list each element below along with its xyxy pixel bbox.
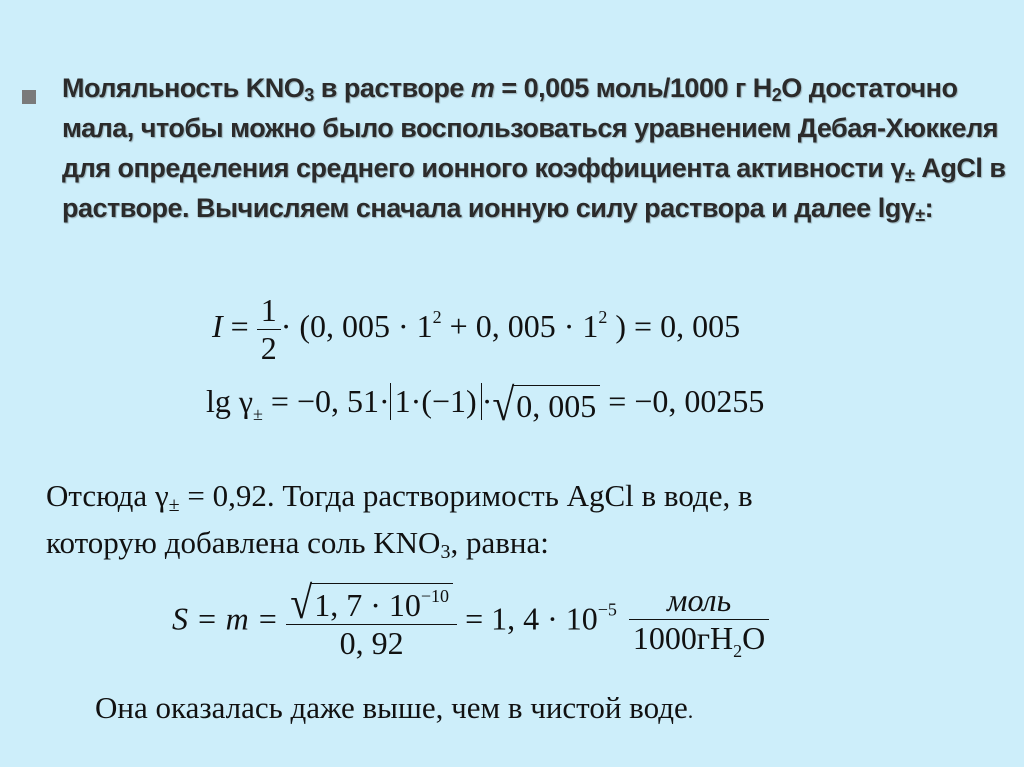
intro-paragraph	[62, 68, 1007, 228]
para-text: = 0,005 моль/1000 г H	[494, 73, 772, 103]
para-variable-m: m	[470, 73, 495, 103]
eq3-sqrt	[290, 576, 453, 629]
eq2-lhs: lg γ	[206, 383, 254, 419]
eq2-sqrt-body: 0, 005	[512, 385, 600, 425]
conclusion-dot: .	[687, 698, 694, 723]
eq2-rhs: = −0, 00255	[600, 383, 765, 419]
result-line-2	[46, 525, 549, 561]
line2-subscript: 3	[440, 541, 451, 563]
eq3-frac-den: 0, 92	[286, 624, 457, 662]
eq1-fraction	[257, 292, 281, 367]
eq3-sqrt-body	[310, 583, 453, 624]
eq2-absolute-value	[390, 383, 482, 420]
eq3-lhs: S = m =	[172, 600, 287, 637]
conclusion-text: Она оказалась даже выше, чем в чистой воде	[95, 690, 688, 725]
eq1-body: + 0, 005 · 1	[441, 307, 599, 344]
eq1-exponent: 2	[432, 306, 442, 327]
para-text: в растворе	[313, 73, 471, 103]
para-subscript: 2	[771, 85, 782, 105]
eq2-sqrt	[492, 378, 600, 430]
line2-text: которую добавлена соль KNO	[46, 525, 441, 560]
eq3-unit-den-text: 1000гH	[632, 620, 734, 657]
eq3-unit-den-subscript: 2	[733, 641, 743, 662]
eq3-frac-num	[286, 576, 457, 629]
eq1-frac-den: 2	[257, 329, 281, 367]
eq3-unit-den-text: O	[742, 620, 766, 657]
radical-sign-icon: √	[290, 576, 313, 629]
line1-subscript: ±	[168, 494, 180, 516]
para-subscript: ±	[915, 205, 925, 225]
eq1-equals: =	[222, 307, 257, 344]
solubility-equation	[172, 576, 769, 662]
eq1-frac-num: 1	[260, 292, 277, 328]
eq2-abs-content: 1·(−1)	[394, 383, 477, 419]
para-subscript: ±	[905, 165, 915, 185]
para-text: Моляльность KNO	[62, 73, 305, 103]
result-line-1	[46, 478, 753, 514]
conclusion-line	[95, 690, 693, 726]
eq3-unit-fraction	[629, 582, 769, 662]
eq1-body: ) = 0, 005	[607, 307, 741, 344]
eq1-body: · (0, 005 · 1	[280, 307, 433, 344]
para-subscript: 3	[304, 85, 314, 105]
eq3-fraction	[286, 576, 457, 662]
eq2-dot: ·	[481, 383, 493, 419]
eq2-lhs-subscript: ±	[253, 404, 263, 424]
eq3-sqrt-value: 1, 7 · 10	[314, 587, 421, 624]
eq3-unit-num: моль	[667, 582, 732, 619]
eq3-unit-den	[629, 619, 769, 662]
line2-text: , равна:	[450, 525, 549, 560]
line1-text: = 0,92. Тогда растворимость AgCl в воде, в	[179, 478, 753, 513]
line1-text: Отсюда γ	[46, 478, 169, 513]
eq3-mid: = 1, 4 · 10	[457, 600, 598, 637]
eq2-mid: = −0, 51·	[262, 383, 390, 419]
log-gamma-equation	[206, 378, 765, 430]
eq3-sqrt-exponent: −10	[420, 586, 450, 607]
bullet-marker	[22, 90, 36, 104]
eq3-mid-exponent: −5	[597, 599, 617, 620]
eq1-exponent: 2	[598, 306, 608, 327]
para-text: AgCl в растворе. Вычисляем сначала ионную силу раствора и далее lgγ	[62, 153, 1006, 223]
para-text: :	[924, 193, 934, 223]
para-text: O достаточно мала, чтобы можно было воспользоваться уравнением Дебая-Хюккеля для определения среднего ионного коэффициента активности γ	[62, 73, 998, 183]
ionic-strength-equation	[212, 292, 740, 367]
eq1-lhs: I	[212, 307, 223, 344]
radical-sign-icon: √	[492, 378, 515, 430]
